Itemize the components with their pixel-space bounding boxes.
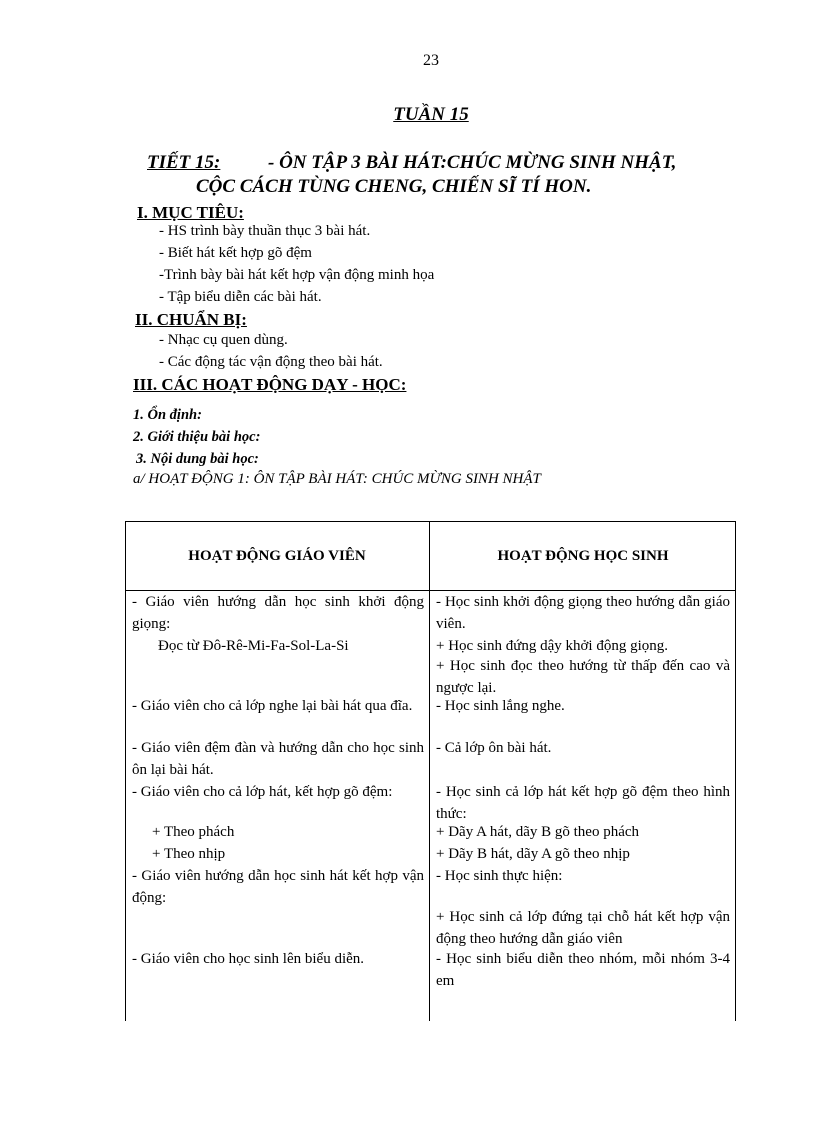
teacher-step: - Giáo viên cho học sinh lên biểu diễn.	[132, 951, 365, 967]
teacher-column-header: HOẠT ĐỘNG GIÁO VIÊN	[188, 547, 366, 564]
student-step: - Học sinh thực hiện:	[436, 868, 563, 884]
student-step: - Học sinh khởi động giọng theo hướng dẫn giáo viên.	[436, 594, 730, 632]
student-step: + Học sinh đọc theo hướng từ thấp đến cao và ngược lại.	[436, 658, 730, 696]
student-step: - Học sinh biểu diễn theo nhóm, mỗi nhóm 3-4 em	[436, 951, 730, 989]
sub-item-stabilize: 1. Ổn định:	[133, 407, 202, 423]
student-column-header: HOẠT ĐỘNG HỌC SINH	[497, 547, 669, 564]
table-column-divider	[429, 522, 430, 1021]
table-border-right	[735, 522, 736, 1021]
student-step: - Học sinh cả lớp hát kết hợp gõ đệm theo hình thức:	[436, 784, 730, 822]
objective-item: - HS trình bày thuần thục 3 bài hát.	[159, 223, 371, 239]
week-title: TUẦN 15	[393, 104, 469, 125]
student-step: - Cả lớp ôn bài hát.	[436, 740, 552, 756]
teacher-step: - Giáo viên hướng dẫn học sinh khởi động giọng:	[132, 594, 424, 632]
objective-item: -Trình bày bài hát kết hợp vận động minh họa	[159, 267, 435, 283]
activities-table	[125, 521, 736, 1021]
activity-1-heading: a/ HOẠT ĐỘNG 1: ÔN TẬP BÀI HÁT: CHÚC MỪNG SINH NHẬT	[133, 471, 541, 487]
teacher-step: + Theo nhịp	[152, 846, 226, 862]
lesson-title-line2: CỘC CÁCH TÙNG CHENG, CHIẾN SĨ TÍ HON.	[196, 176, 592, 197]
teacher-step: Đọc từ Đô-Rê-Mi-Fa-Sol-La-Si	[158, 638, 349, 654]
student-step: + Học sinh đứng dậy khởi động giọng.	[436, 638, 669, 654]
sub-item-content: 3. Nội dung bài học:	[136, 451, 259, 467]
student-step: + Dãy B hát, dãy A gõ theo nhịp	[436, 846, 630, 862]
teacher-step: - Giáo viên hướng dẫn học sinh hát kết hợp vận động:	[132, 868, 424, 906]
student-step: + Học sinh cả lớp đứng tại chỗ hát kết hợp vận động theo hướng dẫn giáo viên	[436, 909, 730, 947]
teacher-step: + Theo phách	[152, 824, 235, 840]
lesson-title-line1: - ÔN TẬP 3 BÀI HÁT:CHÚC MỪNG SINH NHẬT,	[268, 152, 677, 173]
activities-heading: III. CÁC HOẠT ĐỘNG DẠY - HỌC:	[133, 375, 407, 394]
student-step: + Dãy A hát, dãy B gõ theo phách	[436, 824, 640, 840]
objectives-heading: I. MỤC TIÊU:	[137, 203, 244, 222]
sub-item-intro: 2. Giới thiệu bài học:	[133, 429, 261, 445]
student-step: - Học sinh lắng nghe.	[436, 698, 565, 714]
preparation-item: - Nhạc cụ quen dùng.	[159, 332, 288, 348]
preparation-item: - Các động tác vận động theo bài hát.	[159, 354, 383, 370]
table-border-left	[125, 522, 126, 1021]
teacher-step: - Giáo viên đệm đàn và hướng dẫn cho học sinh ôn lại bài hát.	[132, 740, 424, 778]
teacher-step: - Giáo viên cho cả lớp nghe lại bài hát qua đĩa.	[132, 698, 413, 714]
objective-item: - Tập biểu diễn các bài hát.	[159, 289, 322, 305]
preparation-heading: II. CHUẨN BỊ:	[135, 310, 247, 329]
page-number: 23	[423, 52, 439, 69]
teacher-step: - Giáo viên cho cả lớp hát, kết hợp gõ đệm:	[132, 784, 393, 800]
objective-item: - Biết hát kết hợp gõ đệm	[159, 245, 312, 261]
lesson-label: TIẾT 15:	[147, 152, 221, 173]
